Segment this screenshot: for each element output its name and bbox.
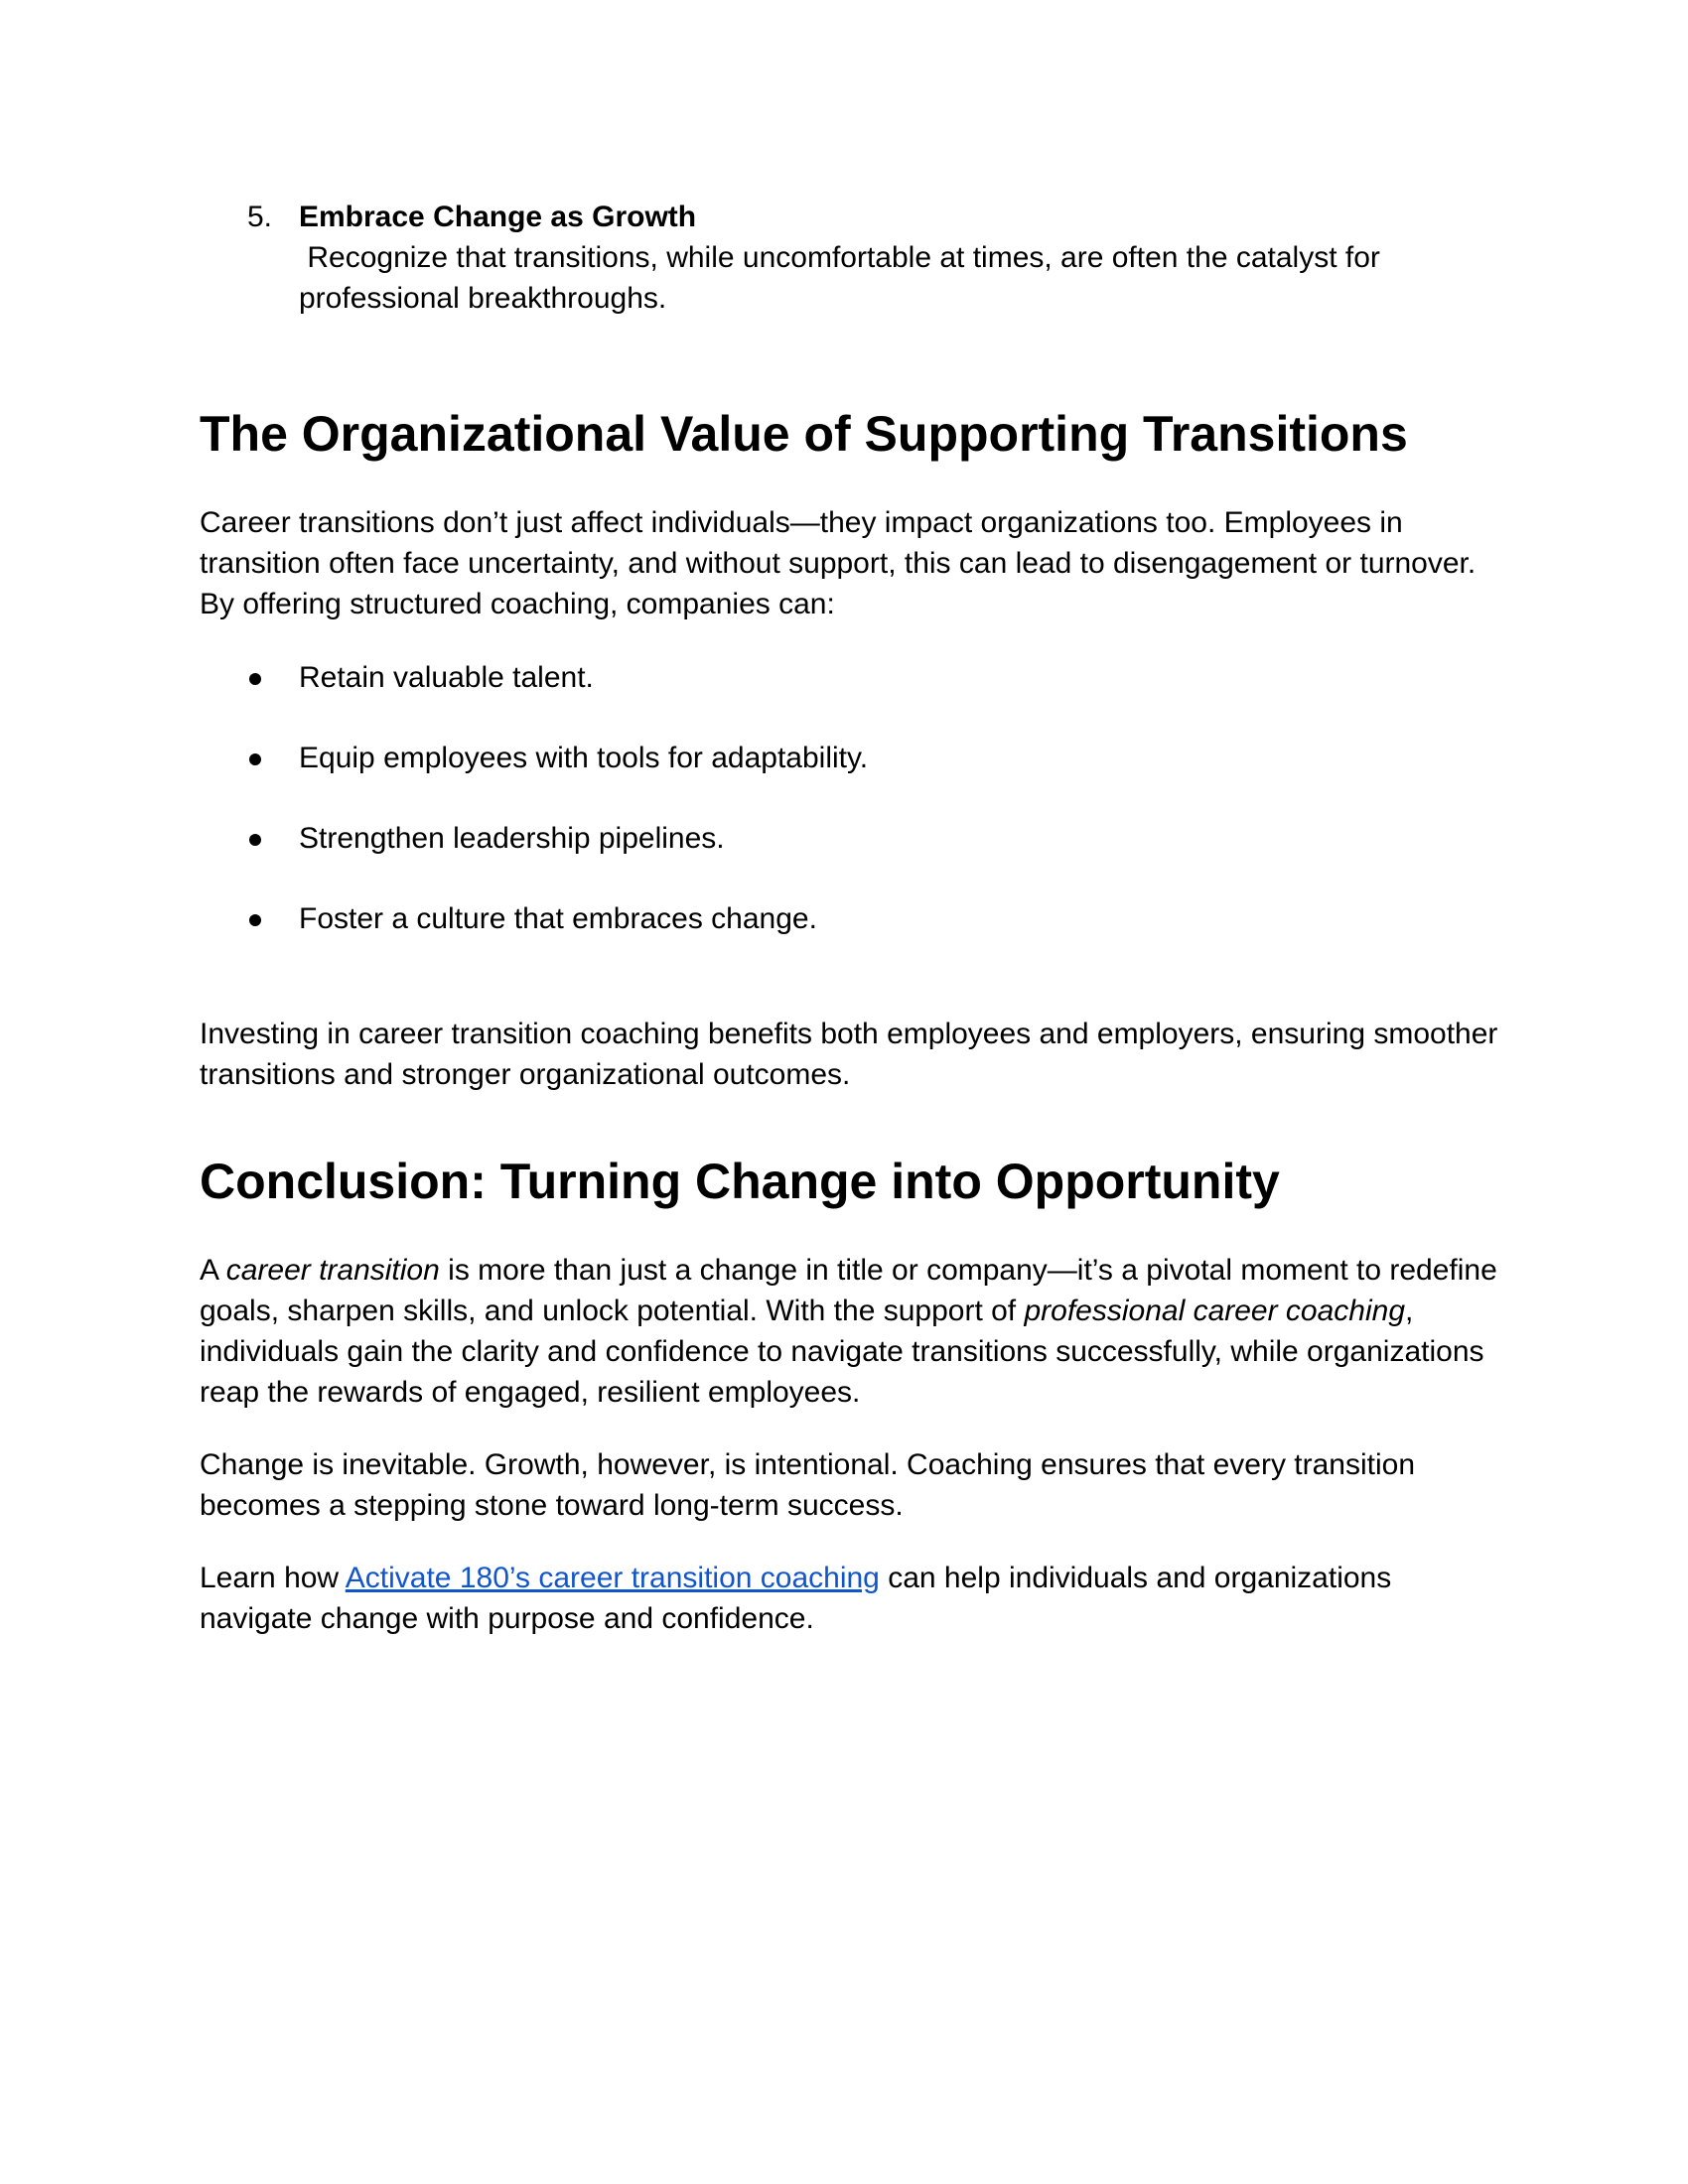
italic-text-professional-coaching: professional career coaching — [1024, 1295, 1406, 1327]
bullet-icon — [249, 834, 261, 846]
section-heading-conclusion: Conclusion: Turning Change into Opportunity — [200, 1154, 1280, 1209]
text-run: is more than just a change in title or company—it’s a pivotal moment to redefine goals, sharpen skills, and unlock potential. With the support of — [200, 1254, 1497, 1327]
list-item-description: Recognize that transitions, while uncomfortable at times, are often the catalyst for professional breakthroughs. — [299, 241, 1389, 315]
list-number: 5. — [247, 201, 273, 233]
conclusion-paragraph-1 — [200, 1250, 1500, 1413]
bullet-text: Equip employees with tools for adaptability. — [299, 742, 869, 774]
bullet-text: Foster a culture that embraces change. — [299, 902, 817, 935]
text-run: can help individuals and organizations navigate change with purpose and confidence. — [200, 1562, 1392, 1635]
text-run: A — [200, 1254, 226, 1287]
section-intro-paragraph: Career transitions don’t just affect individuals—they impact organizations too. Employees in transition often face uncertainty, and without support, this can lead to disengagement or turnover. By offering structured coaching, companies can: — [200, 506, 1477, 620]
text-run: , individuals gain the clarity and confidence to navigate transitions successfully, while organizations reap the rewards of engaged, resilient employees. — [200, 1295, 1484, 1409]
conclusion-paragraph-2: Change is inevitable. Growth, however, is intentional. Coaching ensures that every transition becomes a stepping stone toward long-term success. — [200, 1448, 1416, 1522]
list-item — [200, 898, 1500, 939]
section-closing-paragraph: Investing in career transition coaching benefits both employees and employers, ensuring smoother transitions and stronger organizational outcomes. — [200, 1018, 1498, 1091]
benefits-list — [200, 657, 1500, 939]
bullet-icon — [249, 914, 261, 926]
text-run: Learn how — [200, 1562, 346, 1594]
section-heading-organizational-value: The Organizational Value of Supporting Transitions — [200, 406, 1408, 462]
bullet-icon — [249, 753, 261, 765]
conclusion-paragraph-3 — [200, 1558, 1500, 1639]
list-item — [200, 657, 1500, 698]
list-item — [200, 738, 1500, 778]
coaching-link[interactable]: Activate 180’s career transition coaching — [345, 1562, 880, 1594]
bullet-icon — [249, 673, 261, 685]
bullet-text: Strengthen leadership pipelines. — [299, 822, 725, 855]
document-content — [200, 197, 1500, 1639]
numbered-list-item — [200, 197, 1500, 319]
list-item — [200, 818, 1500, 859]
bullet-text: Retain valuable talent. — [299, 661, 594, 694]
italic-text-career-transition: career transition — [225, 1254, 440, 1287]
list-item-title: Embrace Change as Growth — [299, 201, 697, 233]
